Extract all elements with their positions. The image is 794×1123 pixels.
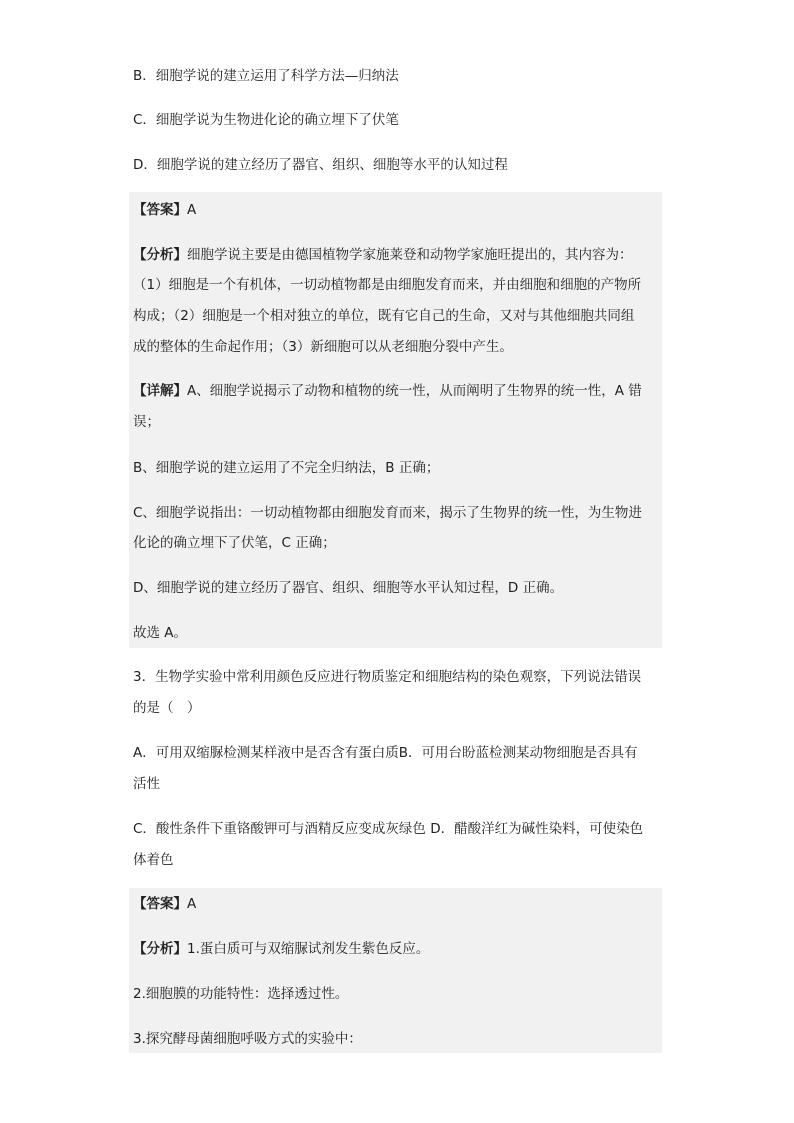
analysis-tag: 【分析】 [133,247,187,263]
q2-analysis-line-1 [133,245,633,265]
q2-detail-line-3: B、细胞学说的建立运用了不完全归纳法，B 正确； [133,460,440,476]
q3-analysis-line-3: 3.探究酵母菌细胞呼吸方式的实验中： [133,1031,362,1047]
q3-analysis-line-1 [133,939,429,959]
analysis-text: 细胞学说主要是由德国植物学家施莱登和动物学家施旺提出的，其内容为： [187,247,633,263]
q2-analysis-line-2: （1）细胞是一个有机体，一切动植物都是由细胞发育而来，并由细胞和细胞的产物所 [133,277,642,293]
q3-option-cd-line-1: C．酸性条件下重铬酸钾可与酒精反应变成灰绿色 D．醋酸洋红为碱性染料，可使染色 [133,821,644,837]
q2-detail-line-6: D、细胞学说的建立经历了器官、组织、细胞等水平认知过程，D 正确。 [133,580,564,596]
q3-option-ab-line-2: 活性 [133,776,160,792]
q2-option-c: C．细胞学说为生物进化论的确立埋下了伏笔 [133,112,399,128]
q2-detail-line-7: 故选 A。 [133,625,188,641]
q3-analysis-line-2: 2.细胞膜的功能特性：选择透过性。 [133,986,349,1002]
answer-value: A [187,202,197,218]
analysis-text: 1.蛋白质可与双缩脲试剂发生紫色反应。 [187,941,430,957]
detail-text: A、细胞学说揭示了动物和植物的统一性，从而阐明了生物界的统一性，A 错 [187,383,642,399]
q3-option-ab-line-1: A．可用双缩脲检测某样液中是否含有蛋白质B．可用台盼蓝检测某动物细胞是否具有 [133,745,638,761]
q2-detail-line-4: C、细胞学说指出：一切动植物都由细胞发育而来，揭示了生物界的统一性，为生物进 [133,505,642,521]
q3-option-cd-line-2: 体着色 [133,852,174,868]
detail-tag: 【详解】 [133,383,187,399]
q3-answer [133,894,196,914]
q2-analysis-line-3: 构成；（2）细胞是一个相对独立的单位，既有它自己的生命，又对与其他细胞共同组 [133,308,635,324]
q3-stem-line-2: 的是（ ） [133,700,201,716]
q2-detail-line-5: 化论的确立埋下了伏笔，C 正确； [133,535,336,551]
answer-tag: 【答案】 [133,202,187,218]
q2-option-d: D．细胞学说的建立经历了器官、组织、细胞等水平的认知过程 [133,157,508,173]
answer-value: A [187,896,197,912]
analysis-tag: 【分析】 [133,941,187,957]
answer-tag: 【答案】 [133,896,187,912]
q2-option-b: B．细胞学说的建立运用了科学方法—归纳法 [133,68,399,84]
q2-answer [133,200,196,220]
q3-stem-line-1: 3．生物学实验中常利用颜色反应进行物质鉴定和细胞结构的染色观察，下列说法错误 [133,669,642,685]
q2-analysis-line-4: 成的整体的生命起作用；（3）新细胞可以从老细胞分裂中产生。 [133,339,513,355]
q2-detail-line-2: 误； [133,414,160,430]
q2-detail-line-1 [133,381,642,401]
